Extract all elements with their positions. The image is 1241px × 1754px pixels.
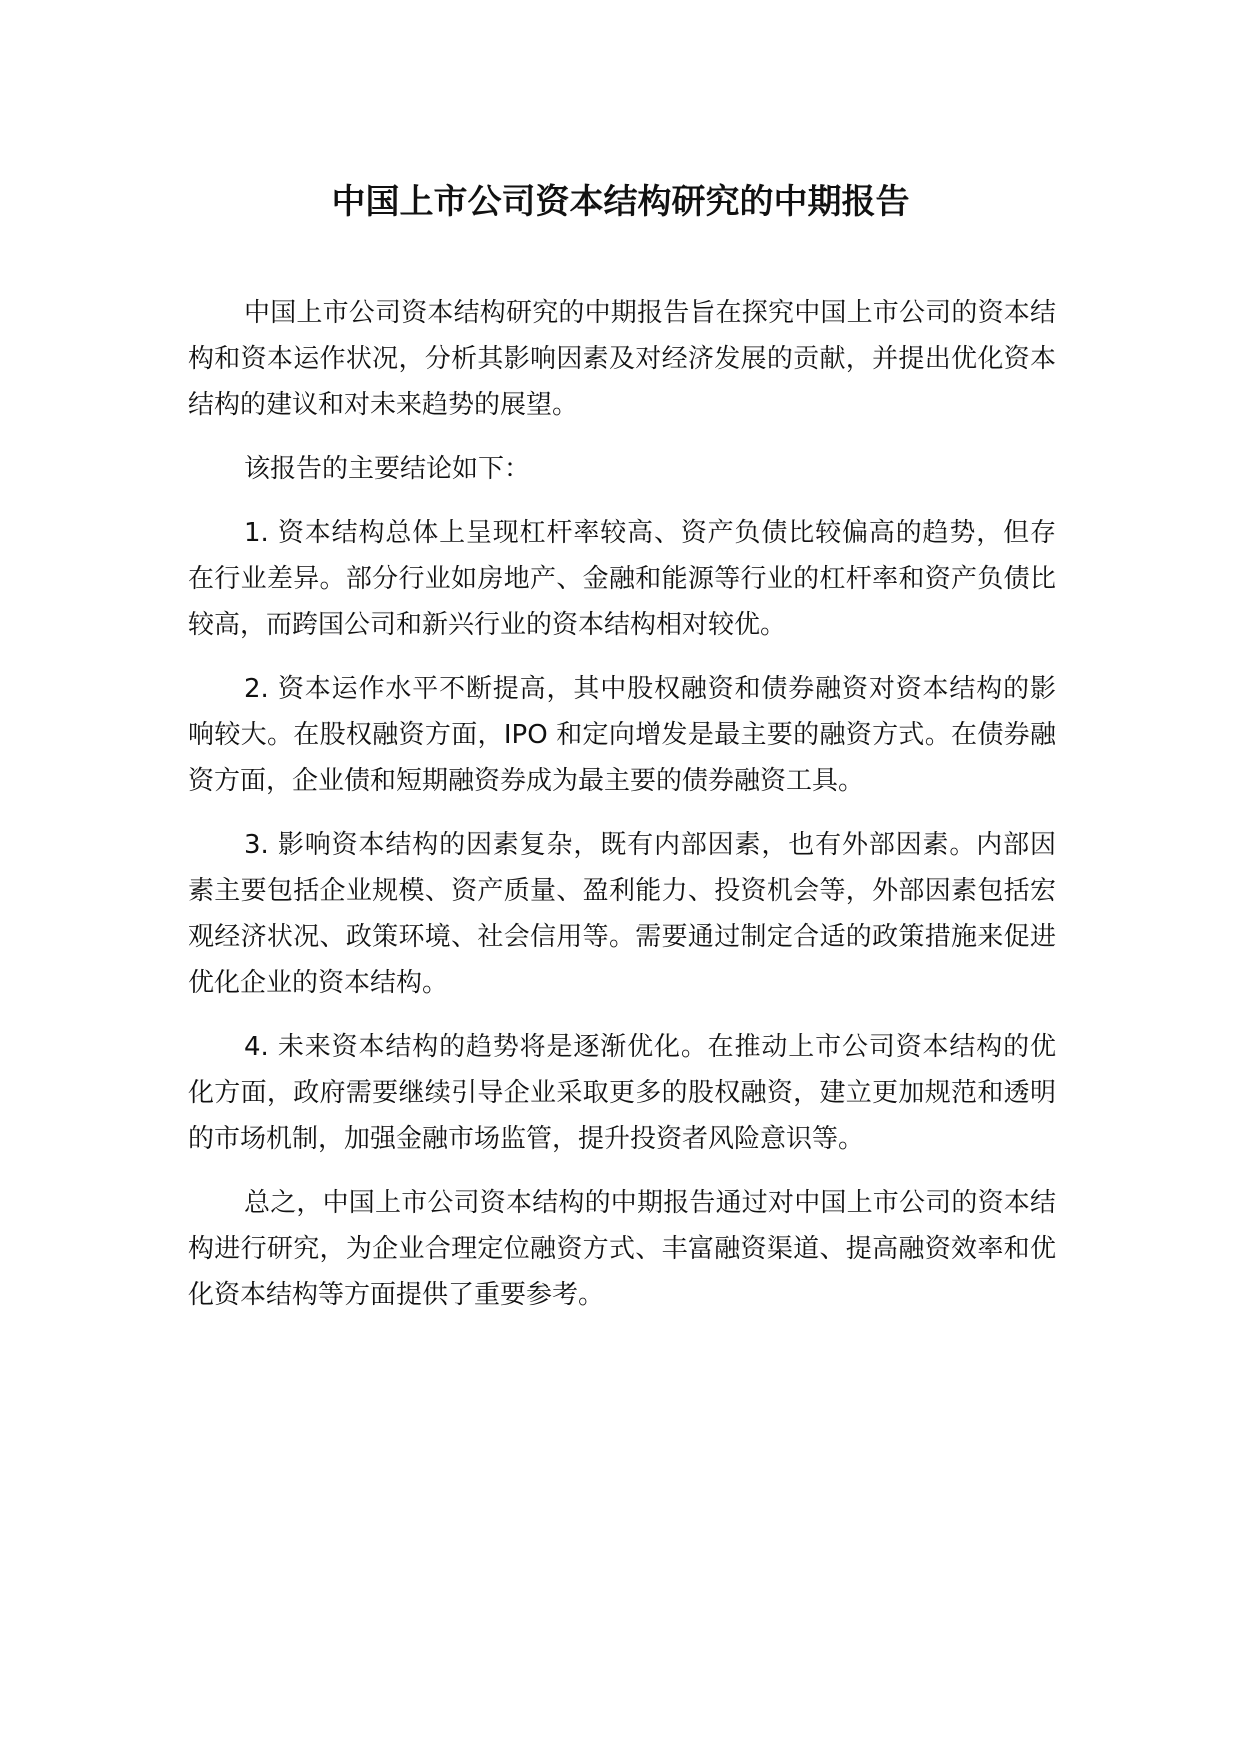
summary-paragraph: 总之，中国上市公司资本结构的中期报告通过对中国上市公司的资本结构进行研究，为企业合理定位融资方式、丰富融资渠道、提高融资效率和优化资本结构等方面提供了重要参考。	[188, 1188, 1056, 1310]
conclusion-1-paragraph: 1. 资本结构总体上呈现杠杆率较高、资产负债比较偏高的趋势，但存在行业差异。部分行业如房地产、金融和能源等行业的杠杆率和资产负债比较高，而跨国公司和新兴行业的资本结构相对较优。	[188, 518, 1056, 640]
conclusions-heading-paragraph: 该报告的主要结论如下：	[244, 454, 531, 484]
intro-paragraph: 中国上市公司资本结构研究的中期报告旨在探究中国上市公司的资本结构和资本运作状况，分析其影响因素及对经济发展的贡献，并提出优化资本结构的建议和对未来趋势的展望。	[188, 298, 1056, 420]
document-title: 中国上市公司资本结构研究的中期报告	[331, 182, 910, 222]
conclusion-3-paragraph: 3. 影响资本结构的因素复杂，既有内部因素，也有外部因素。内部因素主要包括企业规模、资产质量、盈利能力、投资机会等，外部因素包括宏观经济状况、政策环境、社会信用等。需要通过制定合适的政策措施来促进优化企业的资本结构。	[188, 830, 1056, 998]
conclusion-2-paragraph: 2. 资本运作水平不断提高，其中股权融资和债券融资对资本结构的影响较大。在股权融资方面，IPO 和定向增发是最主要的融资方式。在债券融资方面，企业债和短期融资券成为最主要的债券融资工具。	[188, 674, 1056, 796]
document-body	[188, 290, 1056, 1336]
conclusion-4-paragraph: 4. 未来资本结构的趋势将是逐渐优化。在推动上市公司资本结构的优化方面，政府需要继续引导企业采取更多的股权融资，建立更加规范和透明的市场机制，加强金融市场监管，提升投资者风险意识等。	[188, 1032, 1056, 1154]
